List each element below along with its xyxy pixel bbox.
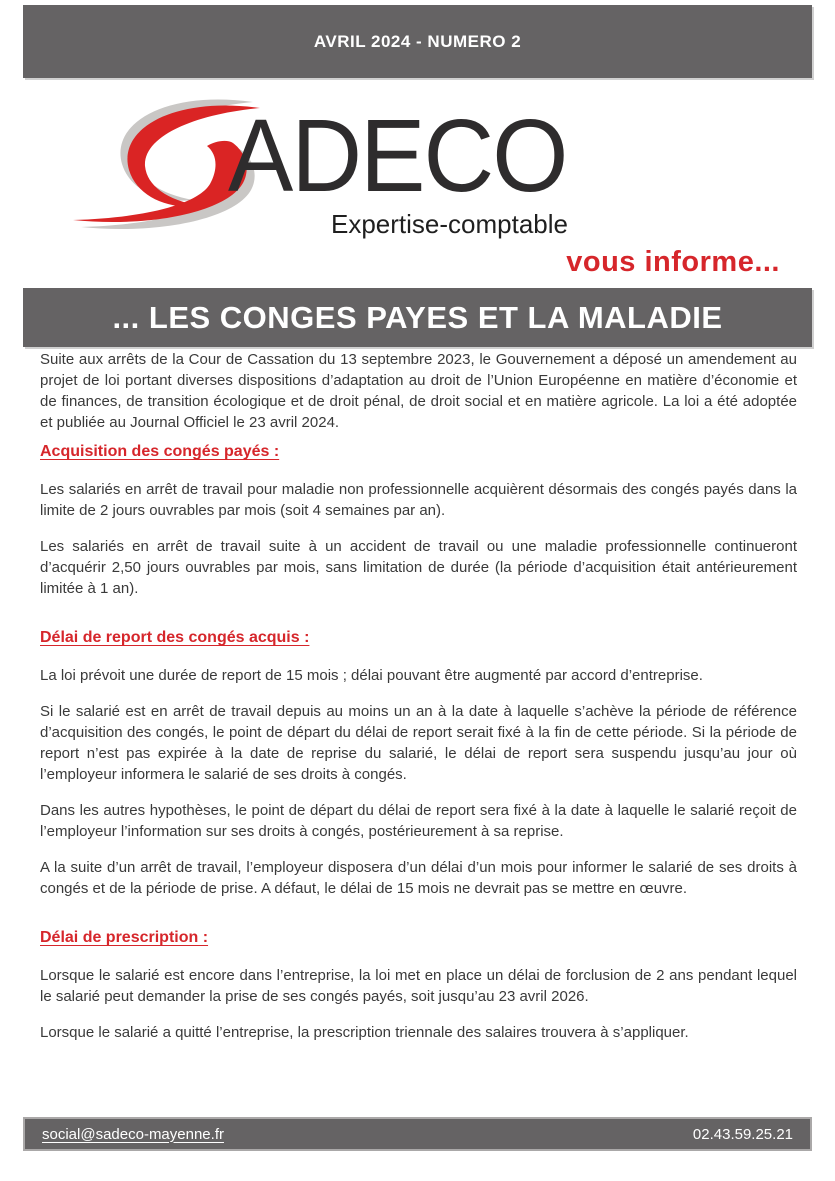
section-heading-acquisition: Acquisition des congés payés : [40, 443, 280, 460]
article-title: ... LES CONGES PAYES ET LA MALADIE [112, 299, 723, 335]
paragraph: Lorsque le salarié est encore dans l’entreprise, la loi met en place un délai de forclusion de 2 ans pendant lequel le salarié peut demander la prise de ses congés payés, soit jusqu’au 23 avril 2026. [40, 967, 797, 1005]
section-heading-delai-prescription: Délai de prescription : [40, 929, 209, 946]
paragraph: Dans les autres hypothèses, le point de départ du délai de report sera fixé à la date à laquelle le salarié reçoit de l’employeur l’information sur ses droits à congés, postérieurement à sa reprise. [40, 802, 797, 840]
paragraph: Si le salarié est en arrêt de travail depuis au moins un an à la date à laquelle s’achève la période de référence d’acquisition des congés, le point de départ du délai de report serait fixé à la fin de cette période. Si la période de report n’est pas expirée à la date de reprise du salarié, le délai de report sera suspendu jusqu’au jour où l’employeur informera le salarié de ses droits à congés. [40, 703, 797, 783]
issue-banner-text: AVRIL 2024 - NUMERO 2 [313, 31, 522, 51]
logo-subtitle: Expertise-comptable [331, 209, 568, 239]
section-heading-delai-report: Délai de report des congés acquis : [40, 629, 310, 646]
section-delai-prescription [40, 927, 797, 1043]
paragraph: Les salariés en arrêt de travail pour maladie non professionnelle acquièrent désormais des congés payés dans la limite de 2 jours ouvrables par mois (soit 4 semaines par an). [40, 481, 797, 519]
article-title-bar [23, 288, 812, 347]
footer-email-link[interactable]: social@sadeco-mayenne.fr [42, 1125, 224, 1143]
section-acquisition [40, 441, 797, 599]
paragraph: Les salariés en arrêt de travail suite à un accident de travail ou une maladie professionnelle continueront d’acquérir 2,50 jours ouvrables par mois, sans limitation de durée (la période d’acquisition était antérieurement limitée à 1 an). [40, 538, 797, 597]
paragraph: A la suite d’un arrêt de travail, l’employeur disposera d’un délai d’un mois pour informer le salarié de ses droits à congés et de la période de prise. A défaut, le délai de 15 mois ne devrait pas se mettre en œuvre. [40, 859, 797, 897]
logo-wordmark: ADECO [228, 98, 567, 213]
footer-phone: 02.43.59.25.21 [692, 1125, 793, 1143]
paragraph: Lorsque le salarié a quitté l’entreprise, la prescription triennale des salaires trouvera à s’appliquer. [40, 1024, 689, 1041]
tagline: vous informe... [566, 246, 780, 278]
paragraph: La loi prévoit une durée de report de 15 mois ; délai pouvant être augmenté par accord d’entreprise. [40, 667, 703, 684]
section-delai-report [40, 627, 797, 899]
intro-paragraph: Suite aux arrêts de la Cour de Cassation du 13 septembre 2023, le Gouvernement a déposé un amendement au projet de loi portant diverses dispositions d’adaptation au droit de l’Union Européenne en matière d’économie et de finances, de transition écologique et de droit pénal, de droit social et en matière agricole. La loi a été adoptée et publiée au Journal Officiel le 23 avril 2024. [40, 351, 797, 431]
article-body [40, 349, 797, 1058]
issue-banner [23, 5, 812, 78]
footer-bar [23, 1117, 812, 1151]
